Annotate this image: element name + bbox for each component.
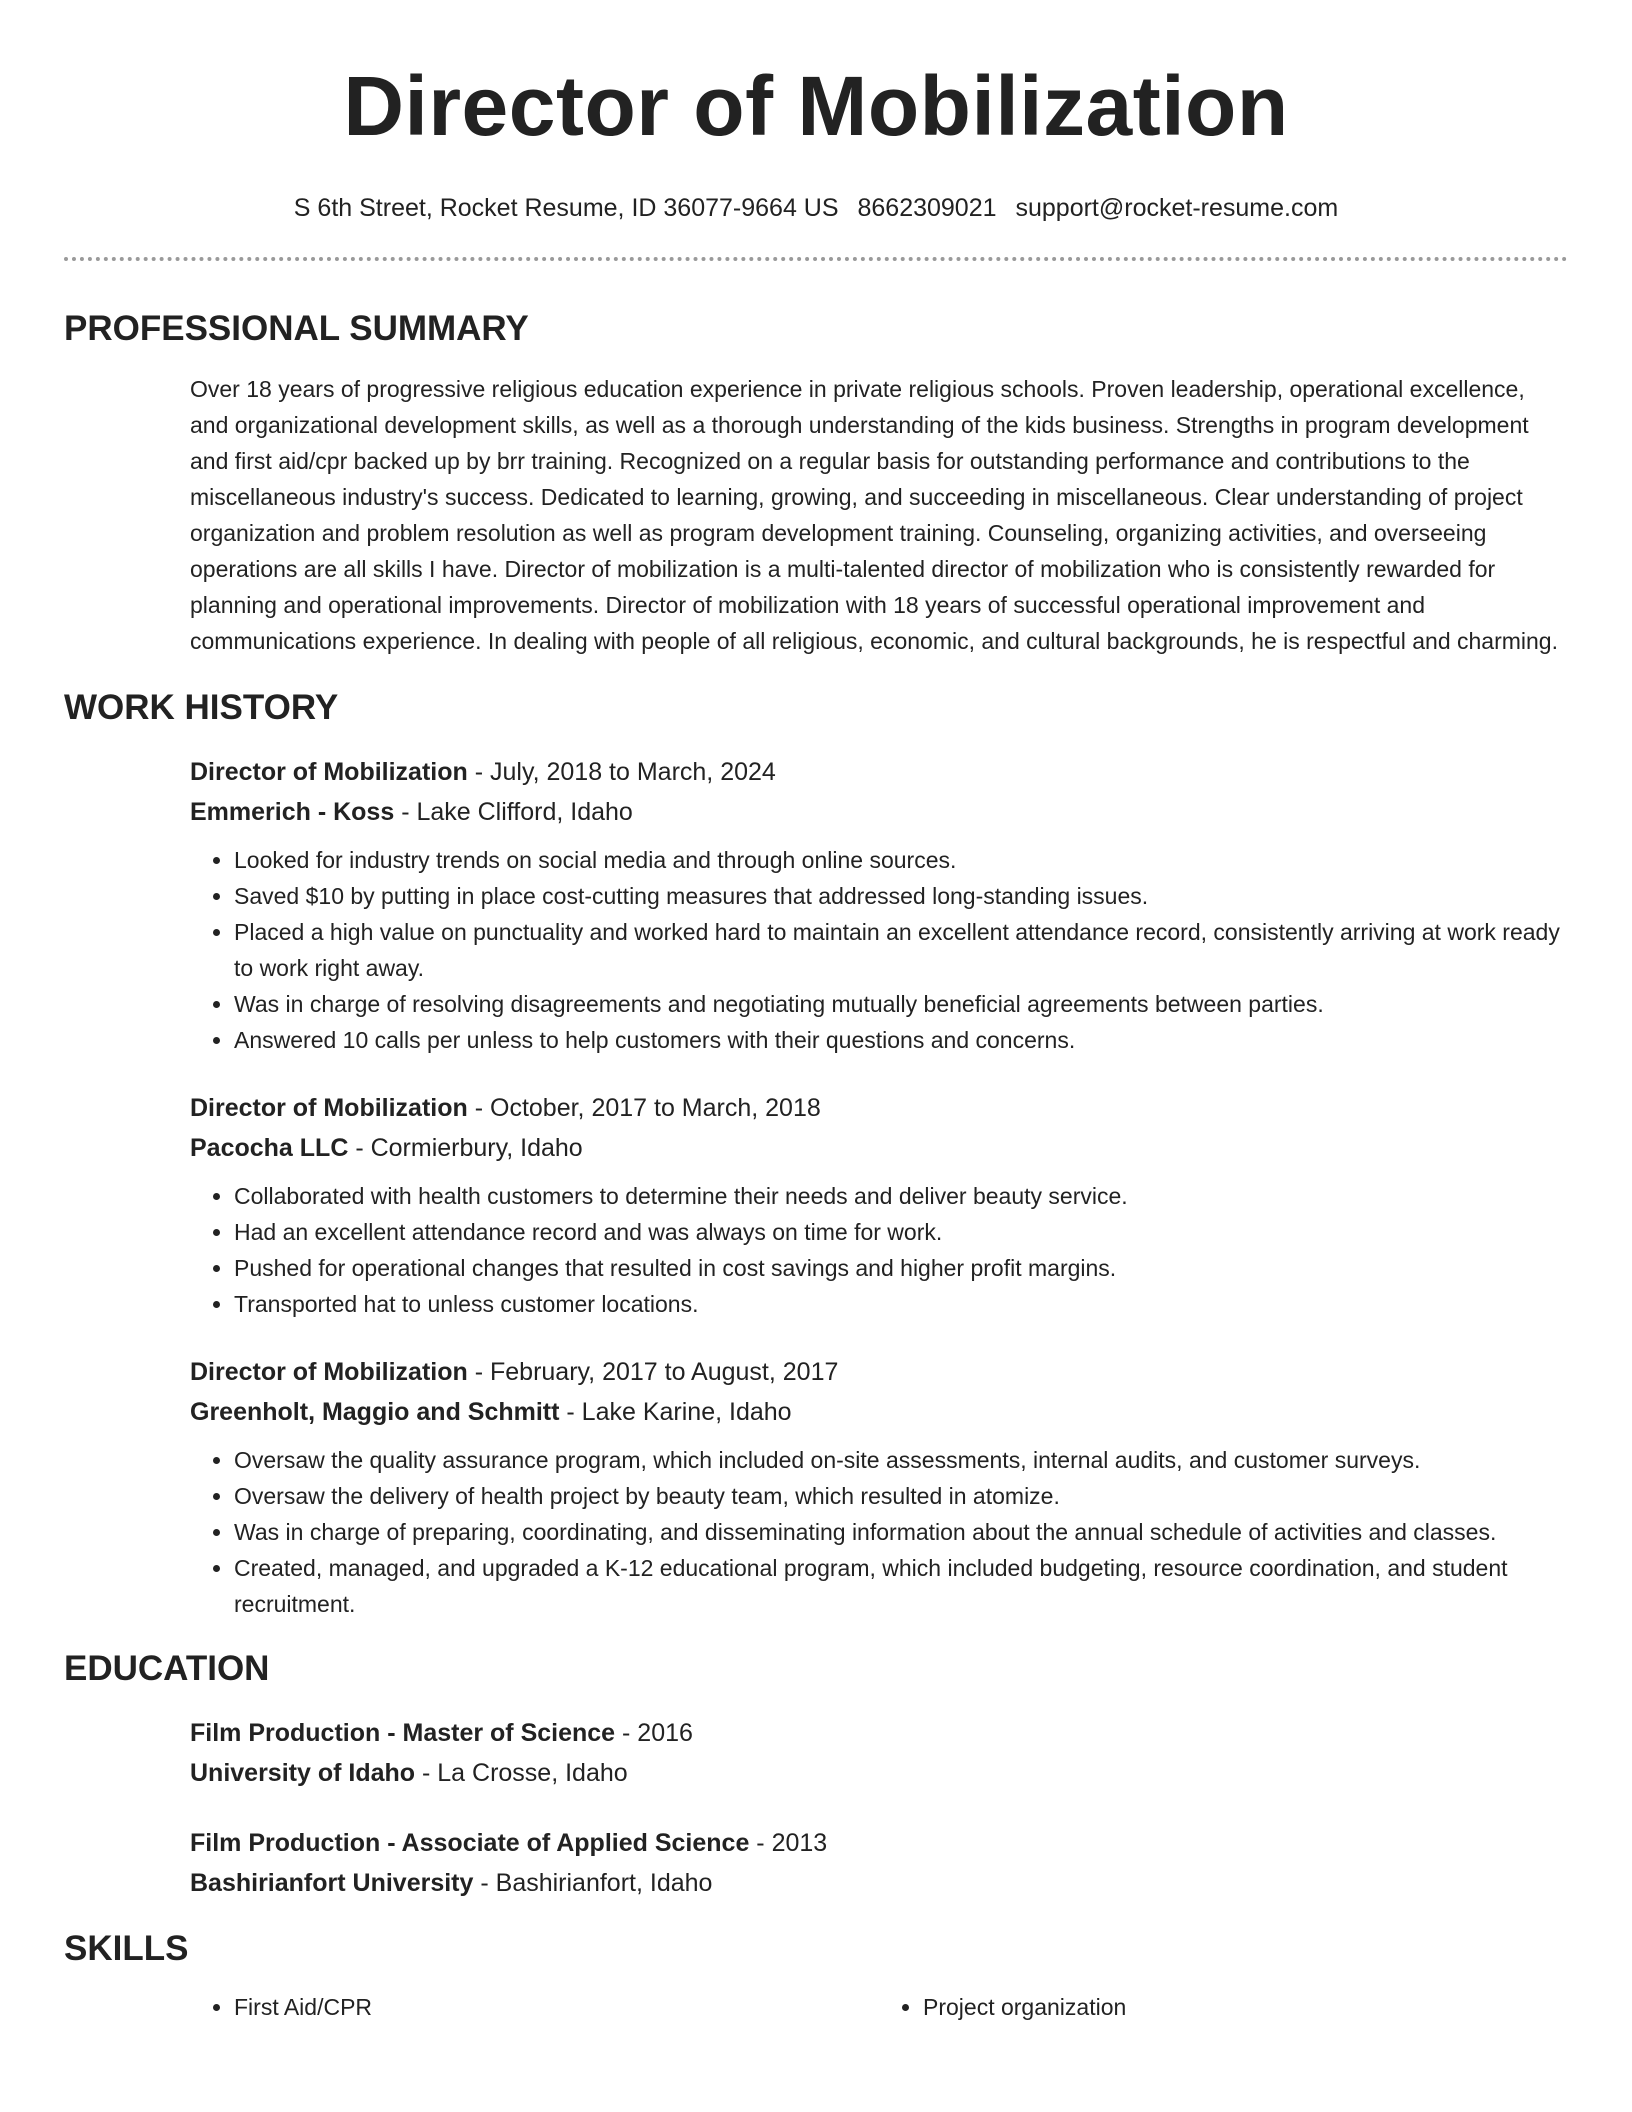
job-title-line <box>190 1088 1568 1128</box>
job-company-line <box>190 1392 1568 1432</box>
education-school-line <box>190 1753 1568 1793</box>
education-degree: Film Production - Associate of Applied Science <box>190 1829 750 1857</box>
job-bullet: • Answered 10 calls per unless to help customers with their questions and concerns. <box>234 1022 1568 1058</box>
skills-heading: SKILLS <box>64 1929 189 1968</box>
job-company-line <box>190 792 1568 832</box>
job-bullet: • Was in charge of preparing, coordinating, and disseminating information about the annual schedule of activities and classes. <box>234 1514 1568 1550</box>
job-location: - Cormierbury, Idaho <box>348 1134 583 1162</box>
job-bullets <box>190 842 1568 1058</box>
job-title-line <box>190 752 1568 792</box>
education-entry <box>190 1823 1568 1903</box>
education-year: - 2016 <box>615 1719 693 1747</box>
job-bullet: • Saved $10 by putting in place cost-cutting measures that addressed long-standing issues. <box>234 878 1568 914</box>
work-history-heading: WORK HISTORY <box>64 688 339 727</box>
job-bullets <box>190 1442 1568 1622</box>
education-degree-line <box>190 1823 1568 1863</box>
job-bullet: • Had an excellent attendance record and was always on time for work. <box>234 1214 1568 1250</box>
job-bullet: • Looked for industry trends on social media and through online sources. <box>234 842 1568 878</box>
job-title-line <box>190 1352 1568 1392</box>
job-bullets <box>190 1178 1568 1322</box>
job-company: Greenholt, Maggio and Schmitt <box>190 1398 560 1426</box>
job-entry <box>190 1352 1568 1622</box>
job-bullet: • Pushed for operational changes that resulted in cost savings and higher profit margins. <box>234 1250 1568 1286</box>
summary-text: Over 18 years of progressive religious education experience in private religious schools. Proven leadership, operational excellence, and organizational development skills, as well as a thorough understanding of the kids business. Strengths in program development and first aid/cpr backed up by brr training. Recognized on a regular basis for outstanding performance and contributions to the miscellaneous industry's success. Dedicated to learning, growing, and succeeding in miscellaneous. Clear understanding of project organization and problem resolution as well as program development training. Counseling, organizing activities, and overseeing operations are all skills I have. Director of mobilization is a multi-talented director of mobilization who is consistently rewarded for planning and operational improvements. Director of mobilization with 18 years of successful operational improvement and communications experience. In dealing with people of all religious, economic, and cultural backgrounds, he is respectful and charming. <box>190 376 1558 654</box>
contact-phone: 8662309021 <box>857 194 997 222</box>
skills-column-left <box>190 1989 879 2025</box>
skills-list <box>190 1989 1568 2025</box>
skills-column-right <box>879 1989 1568 2025</box>
job-dates: - February, 2017 to August, 2017 <box>467 1358 839 1386</box>
job-entry <box>190 752 1568 1058</box>
job-company: Pacocha LLC <box>190 1134 349 1162</box>
education-location: - La Crosse, Idaho <box>415 1759 628 1787</box>
job-bullet: • Oversaw the delivery of health project by beauty team, which resulted in atomize. <box>234 1478 1568 1514</box>
job-title: Director of Mobilization <box>190 1358 468 1386</box>
resume-title: Director of Mobilization <box>343 59 1289 153</box>
job-entry <box>190 1088 1568 1322</box>
job-company-line <box>190 1128 1568 1168</box>
job-company: Emmerich - Koss <box>190 798 395 826</box>
job-title: Director of Mobilization <box>190 1094 468 1122</box>
job-dates: - October, 2017 to March, 2018 <box>467 1094 821 1122</box>
header-divider <box>64 257 1568 261</box>
job-location: - Lake Karine, Idaho <box>559 1398 792 1426</box>
education-heading: EDUCATION <box>64 1649 270 1688</box>
summary-heading: PROFESSIONAL SUMMARY <box>64 309 529 348</box>
education-school: Bashirianfort University <box>190 1869 474 1897</box>
job-dates: - July, 2018 to March, 2024 <box>467 758 776 786</box>
job-bullet: • Transported hat to unless customer locations. <box>234 1286 1568 1322</box>
education-school-line <box>190 1863 1568 1903</box>
education-degree-line <box>190 1713 1568 1753</box>
contact-email: support@rocket-resume.com <box>1015 194 1339 222</box>
contact-line <box>64 192 1568 224</box>
skill-item: • Project organization <box>923 1989 1568 2025</box>
job-title: Director of Mobilization <box>190 758 468 786</box>
education-school: University of Idaho <box>190 1759 416 1787</box>
job-bullet: • Created, managed, and upgraded a K-12 educational program, which included budgeting, resource coordination, and student recruitment. <box>234 1550 1568 1622</box>
contact-address: S 6th Street, Rocket Resume, ID 36077-9664 US <box>293 194 839 222</box>
education-entry <box>190 1713 1568 1793</box>
job-location: - Lake Clifford, Idaho <box>394 798 633 826</box>
job-bullet: • Placed a high value on punctuality and worked hard to maintain an excellent attendance record, consistently arriving at work ready to work right away. <box>234 914 1568 986</box>
education-location: - Bashirianfort, Idaho <box>473 1869 713 1897</box>
job-bullet: • Was in charge of resolving disagreements and negotiating mutually beneficial agreements between parties. <box>234 986 1568 1022</box>
job-bullet: • Oversaw the quality assurance program, which included on-site assessments, internal audits, and customer surveys. <box>234 1442 1568 1478</box>
education-year: - 2013 <box>749 1829 828 1857</box>
skill-item: • First Aid/CPR <box>234 1989 879 2025</box>
job-bullet: • Collaborated with health customers to determine their needs and deliver beauty service. <box>234 1178 1568 1214</box>
education-degree: Film Production - Master of Science <box>190 1719 616 1747</box>
